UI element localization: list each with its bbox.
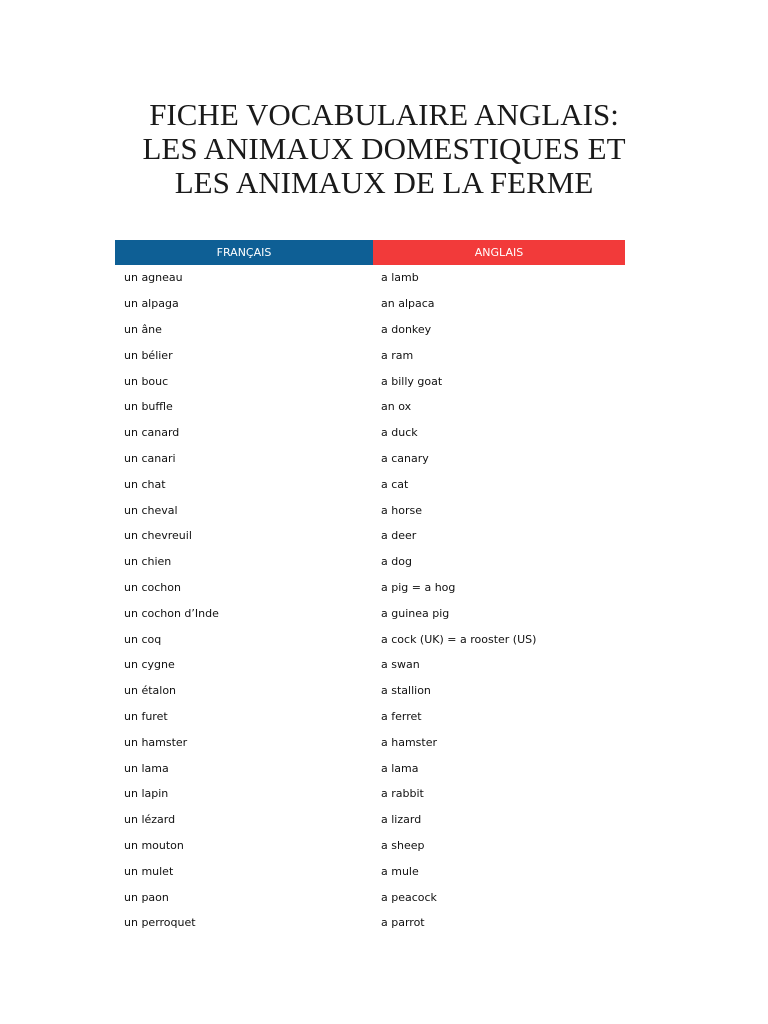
english-word: a cat: [381, 477, 409, 491]
vocabulary-table: [115, 240, 625, 936]
french-word: un coq: [124, 632, 162, 646]
english-word: a peacock: [381, 890, 437, 904]
english-word: a stallion: [381, 684, 431, 698]
table-row: [115, 368, 625, 394]
french-word: un paon: [124, 890, 169, 904]
french-word: un âne: [124, 322, 162, 336]
english-word: a pig = a hog: [381, 580, 456, 594]
english-word: a parrot: [381, 916, 425, 930]
table-row: [115, 858, 625, 884]
table-row: [115, 678, 625, 704]
table-row: [115, 549, 625, 575]
english-word: a hamster: [381, 735, 437, 749]
table-row: [115, 807, 625, 833]
header-english: ANGLAIS: [373, 240, 625, 265]
table-row: [115, 420, 625, 446]
french-word: un chevreuil: [124, 529, 192, 543]
french-word: un lama: [124, 761, 169, 775]
french-word: un bélier: [124, 348, 173, 362]
table-row: [115, 446, 625, 472]
english-word: a dog: [381, 555, 412, 569]
table-row: [115, 497, 625, 523]
table-row: [115, 471, 625, 497]
title-line-3: LES ANIMAUX DE LA FERME: [174, 165, 594, 200]
french-word: un agneau: [124, 271, 183, 285]
table-row: [115, 755, 625, 781]
french-word: un mulet: [124, 864, 174, 878]
french-word: un hamster: [124, 735, 188, 749]
french-word: un lézard: [124, 813, 176, 827]
french-word: un étalon: [124, 684, 177, 698]
table-row: [115, 704, 625, 730]
english-word: a deer: [381, 529, 417, 543]
french-word: un perroquet: [124, 916, 196, 930]
english-word: an ox: [381, 400, 412, 414]
english-word: a ferret: [381, 709, 422, 723]
french-word: un buffle: [124, 400, 173, 414]
french-word: un alpaga: [124, 297, 179, 311]
table-row: [115, 781, 625, 807]
table-row: [115, 523, 625, 549]
table-row: [115, 265, 625, 291]
page-title: [0, 98, 768, 200]
english-word: a swan: [381, 658, 420, 672]
english-word: a lamb: [381, 271, 419, 285]
french-word: un chien: [124, 555, 172, 569]
french-word: un furet: [124, 709, 168, 723]
french-word: un cochon d’Inde: [124, 606, 219, 620]
english-word: a guinea pig: [381, 606, 450, 620]
english-word: a mule: [381, 864, 419, 878]
table-row: [115, 910, 625, 936]
french-word: un chat: [124, 477, 166, 491]
table-row: [115, 291, 625, 317]
table-row: [115, 833, 625, 859]
table-row: [115, 342, 625, 368]
french-word: un cochon: [124, 580, 181, 594]
french-word: un canard: [124, 426, 180, 440]
table-row: [115, 729, 625, 755]
table-row: [115, 394, 625, 420]
french-word: un cheval: [124, 503, 178, 517]
table-row: [115, 600, 625, 626]
table-body: [115, 265, 625, 936]
table-row: [115, 884, 625, 910]
header-french: FRANÇAIS: [115, 240, 373, 265]
english-word: a cock (UK) = a rooster (US): [381, 632, 537, 646]
english-word: a duck: [381, 426, 418, 440]
french-word: un bouc: [124, 374, 169, 388]
english-word: a rabbit: [381, 787, 424, 801]
title-line-2: LES ANIMAUX DOMESTIQUES ET: [142, 131, 626, 166]
french-word: un mouton: [124, 838, 184, 852]
english-word: a donkey: [381, 322, 432, 336]
english-word: a lama: [381, 761, 419, 775]
table-row: [115, 626, 625, 652]
table-row: [115, 317, 625, 343]
french-word: un canari: [124, 451, 176, 465]
title-line-1: FICHE VOCABULAIRE ANGLAIS:: [149, 97, 619, 132]
english-word: a ram: [381, 348, 414, 362]
english-word: a billy goat: [381, 374, 443, 388]
table-row: [115, 575, 625, 601]
table-row: [115, 652, 625, 678]
french-word: un cygne: [124, 658, 175, 672]
english-word: a horse: [381, 503, 422, 517]
english-word: an alpaca: [381, 297, 435, 311]
table-header-row: [115, 240, 625, 265]
english-word: a sheep: [381, 838, 425, 852]
english-word: a lizard: [381, 813, 422, 827]
french-word: un lapin: [124, 787, 169, 801]
english-word: a canary: [381, 451, 429, 465]
